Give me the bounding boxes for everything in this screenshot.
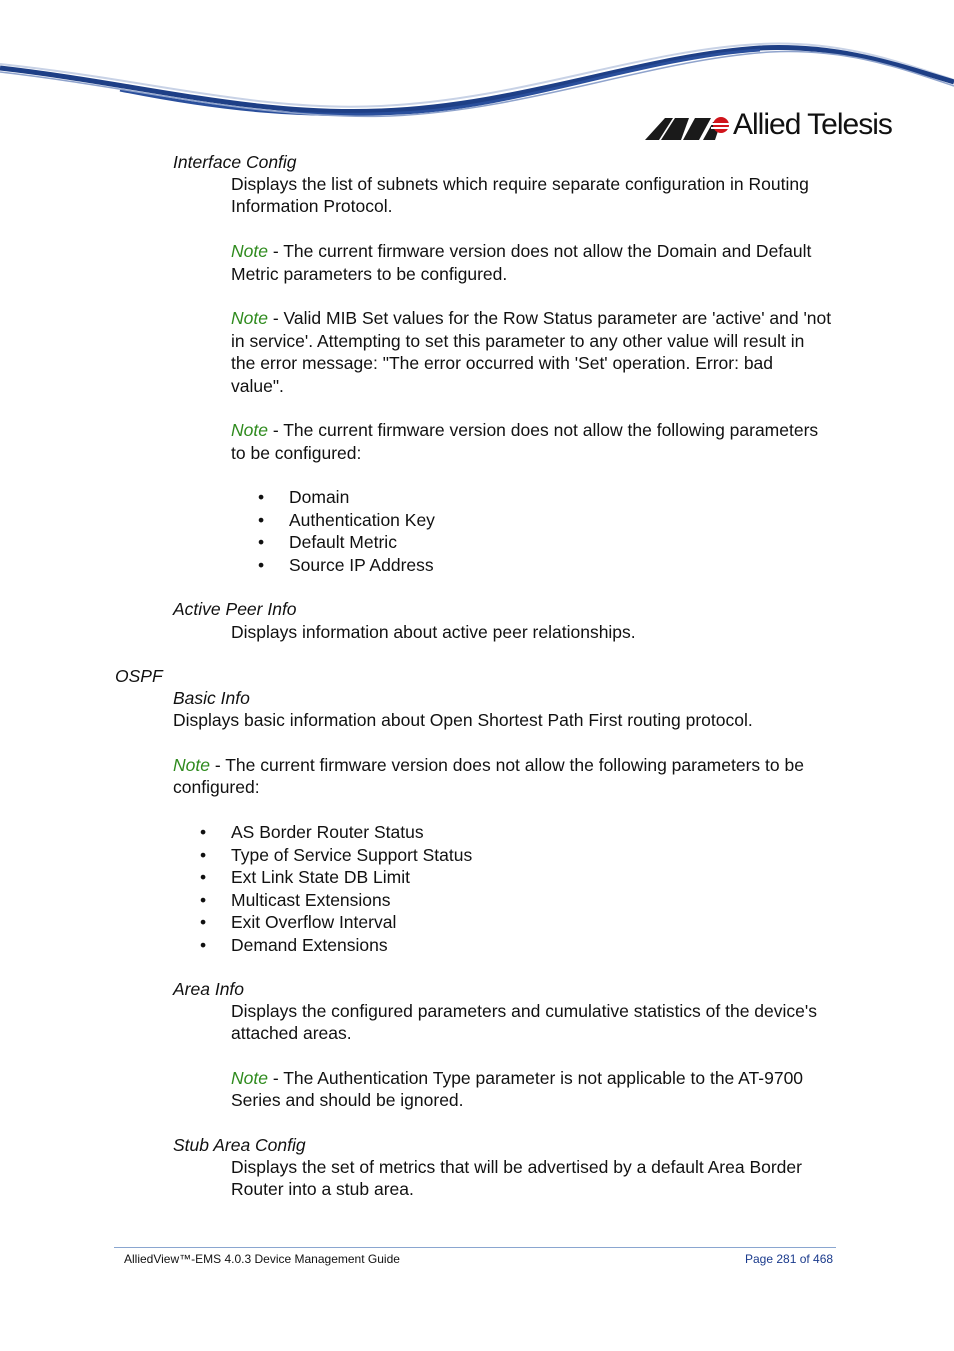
list-item: • Domain — [231, 486, 435, 509]
active-peer-info-heading: Active Peer Info — [173, 599, 297, 619]
list-item: • Demand Extensions — [173, 934, 472, 957]
note-label: Note — [231, 420, 268, 440]
list-item: • Authentication Key — [231, 509, 435, 532]
stub-area-config-heading: Stub Area Config — [173, 1135, 306, 1155]
stub-area-config-desc-line-1: Displays the set of metrics that will be advertised by a default Area Border — [231, 1157, 802, 1177]
note-2-line-1 — [231, 307, 831, 330]
basic-info-heading: Basic Info — [173, 688, 250, 708]
list-item: • Source IP Address — [231, 554, 435, 577]
note-3-line-1 — [231, 419, 818, 442]
stub-area-config-desc-line-2: Router into a stub area. — [231, 1179, 414, 1199]
note-1-line-1 — [231, 240, 811, 263]
note-2-line-2: in service'. Attempting to set this parameter to any other value will result in — [231, 331, 805, 351]
list-item: • Multicast Extensions — [173, 889, 472, 912]
area-info-desc-line-1: Displays the configured parameters and cumulative statistics of the device's — [231, 1001, 817, 1021]
note-2-line-4: value". — [231, 376, 284, 396]
note-text: - The current firmware version does not allow the following parameters — [267, 420, 819, 440]
list-item: • Ext Link State DB Limit — [173, 866, 472, 889]
note-label: Note — [231, 1068, 268, 1088]
list-item: • Type of Service Support Status — [173, 844, 472, 867]
footer-doc-title: AlliedView™-EMS 4.0.3 Device Management Guide — [124, 1252, 400, 1266]
note-text: - The current firmware version does not allow the following parameters to be — [209, 755, 804, 775]
note-label: Note — [231, 241, 268, 261]
note-3-line-2: to be configured: — [231, 443, 362, 463]
interface-config-desc-line-2: Information Protocol. — [231, 196, 393, 216]
brand-name: Allied Telesis — [733, 108, 892, 141]
footer-page-number: Page 281 of 468 — [745, 1252, 834, 1266]
note-1-line-2: Metric parameters to be configured. — [231, 264, 508, 284]
area-info-note-line-2: Series and should be ignored. — [231, 1090, 464, 1110]
area-info-desc-line-2: attached areas. — [231, 1023, 352, 1043]
area-info-note-line-1 — [231, 1067, 803, 1090]
basic-info-note-line-1 — [173, 754, 804, 777]
note-text: - Valid MIB Set values for the Row Status parameter are 'active' and 'not — [267, 308, 832, 328]
interface-config-bullet-list — [231, 486, 435, 576]
ospf-heading: OSPF — [115, 666, 163, 686]
note-text: - The current firmware version does not allow the Domain and Default — [267, 241, 812, 261]
note-label: Note — [173, 755, 210, 775]
interface-config-desc-line-1: Displays the list of subnets which require separate configuration in Routing — [231, 174, 809, 194]
note-2-line-3: the error message: "The error occurred with 'Set' operation. Error: bad — [231, 353, 774, 373]
list-item: • Default Metric — [231, 531, 435, 554]
active-peer-info-desc: Displays information about active peer relationships. — [231, 622, 636, 642]
basic-info-desc: Displays basic information about Open Shortest Path First routing protocol. — [173, 710, 753, 730]
list-item: • AS Border Router Status — [173, 821, 472, 844]
list-item: • Exit Overflow Interval — [173, 911, 472, 934]
interface-config-heading: Interface Config — [173, 152, 297, 172]
note-text: - The Authentication Type parameter is not applicable to the AT-9700 — [267, 1068, 804, 1088]
area-info-heading: Area Info — [173, 979, 245, 999]
note-label: Note — [231, 308, 268, 328]
footer-divider — [114, 1247, 836, 1248]
basic-info-note-line-2: configured: — [173, 777, 260, 797]
basic-info-bullet-list — [173, 821, 472, 956]
